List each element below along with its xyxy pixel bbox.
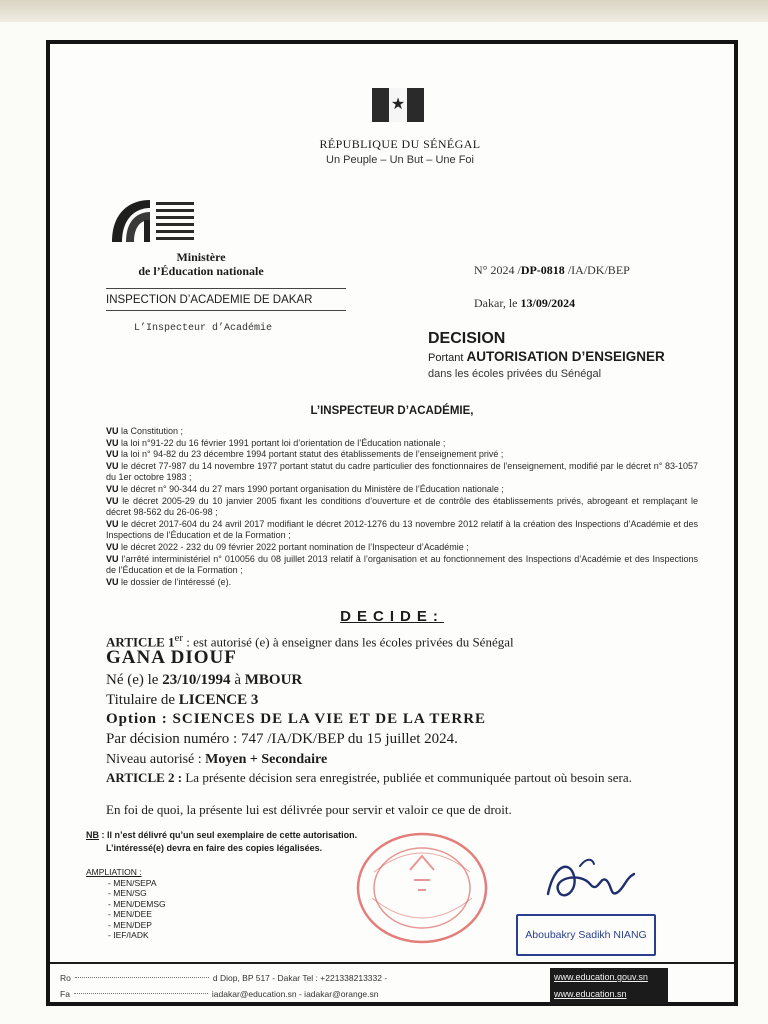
ampliation-item: - IEF/IADK [108, 930, 166, 941]
footer [50, 962, 734, 1006]
ministry-line-1: Ministère [176, 250, 226, 264]
vu-item [106, 554, 698, 577]
nb-line-2: L’intéressé(e) devra en faire des copies légalisées. [106, 843, 323, 853]
redaction-dots [74, 993, 208, 994]
level-info [106, 752, 696, 768]
ministry-name [106, 250, 296, 278]
decision-portant: Portant [428, 352, 467, 364]
niveau-value: Moyen + Secondaire [205, 752, 328, 767]
option-info [106, 711, 696, 727]
inspector-sign-label: L’Inspecteur d’Académie [134, 323, 273, 334]
vu-label: VU [106, 437, 119, 448]
divider [106, 288, 346, 289]
vu-label: VU [106, 541, 119, 552]
vu-label: VU [106, 495, 119, 506]
birth-date: 23/10/1994 [162, 672, 231, 688]
decision-subject: AUTORISATION D’ENSEIGNER [466, 349, 665, 364]
birth-info [106, 672, 696, 688]
footer-line-1-prefix: Ro [60, 973, 71, 983]
place-prefix: Dakar, le [474, 296, 521, 310]
article-1-sup: er [174, 632, 183, 644]
scan-top-band [0, 0, 768, 22]
vu-text: le décret 77-987 du 14 novembre 1977 portant statut du cadre particulier des fonctionnaires de l’enseignement, modifié par le décret n° 83-1057 du 1er octobre 1983 ; [106, 460, 698, 483]
ampliation-item: - MEN/DEP [108, 920, 166, 931]
footer-emails: iadakar@education.sn - iadakar@orange.sn [211, 989, 379, 999]
reference-code: DP-0818 [520, 263, 565, 277]
ampliation-heading: AMPLIATION : [86, 867, 142, 877]
official-stamp-icon [352, 828, 492, 948]
decide-heading: DECIDE: [340, 608, 444, 625]
vu-label: VU [106, 449, 119, 460]
website-link[interactable]: www.education.gouv.sn [554, 972, 648, 982]
vu-item [106, 461, 698, 484]
option-value: SCIENCES DE LA VIE ET DE LA TERRE [167, 711, 487, 727]
vu-label: VU [106, 460, 119, 471]
document-sheet [0, 22, 768, 1024]
vu-text: le décret 2017-604 du 24 avril 2017 modifiant le décret 2012-1276 du 13 novembre 2012 relatif à la création des Inspections d’Académie et des Inspections de l’Éducation et de la Formation ; [106, 518, 698, 541]
vu-text: le décret n° 90-344 du 27 mars 1990 portant organisation du Ministère de l’Éducation nationale ; [118, 483, 504, 494]
vu-text: l’arrêté interministériel n° 010056 du 08 juillet 2013 relatif à l’organisation et au fonctionnement des Inspections d’Académie et des Inspections de l’Éducation et de la Formation ; [106, 553, 698, 576]
inspector-heading: L’INSPECTEUR D’ACADÉMIE, [310, 405, 474, 417]
vu-text: le dossier de l’intéressé (e). [118, 576, 232, 587]
vu-text: la Constitution ; [118, 426, 184, 436]
closing-formula: En foi de quoi, la présente lui est délivrée pour servir et valoir ce que de droit. [106, 802, 512, 817]
reference-suffix: /IA/DK/BEP [564, 263, 630, 277]
nb-label: NB [86, 830, 99, 840]
decision-scope: dans les écoles privées du Sénégal [428, 368, 602, 380]
article-2-label: ARTICLE 2 : [106, 770, 183, 785]
footer-websites [550, 968, 668, 1004]
diploma-info [106, 692, 696, 708]
article-1-text: : est autorisé (e) à enseigner dans les écoles privées du Sénégal [182, 634, 514, 650]
niveau-prefix: Niveau autorisé : [106, 752, 206, 767]
footer-contact [60, 970, 480, 1002]
person-name: GANA DIOUF [106, 647, 237, 668]
signatory-name: Aboubakry Sadikh NIANG [525, 929, 647, 941]
footer-line-2-prefix: Fa [60, 989, 70, 999]
ampliation-item: - MEN/SEPA [108, 878, 166, 889]
vu-label: VU [106, 553, 119, 564]
vu-item [106, 496, 698, 519]
vu-list [106, 426, 698, 588]
born-prefix: Né (e) le [106, 672, 163, 688]
vu-label: VU [106, 426, 119, 436]
born-mid: à [230, 672, 245, 688]
vu-text: la loi n°91-22 du 16 février 1991 portant loi d’orientation de l’Éducation nationale ; [118, 437, 446, 448]
document-date: 13/09/2024 [520, 296, 576, 310]
website-link[interactable]: www.education.sn [554, 989, 627, 999]
ampliation-list [86, 867, 166, 941]
decision-reference: Par décision numéro : 747 /IA/DK/BEP du 15 juillet 2024. [106, 731, 458, 747]
diploma-value: LICENCE 3 [178, 692, 259, 708]
vu-item [106, 542, 698, 554]
footer-address: d Diop, BP 517 - Dakar Tel : +221338213332 - [212, 973, 388, 983]
senegal-flag-icon: ★ [372, 88, 424, 122]
inspection-name: INSPECTION D’ACADEMIE DE DAKAR [106, 294, 313, 306]
article-2 [106, 770, 696, 786]
decision-subject-line [428, 349, 665, 364]
reference-prefix: N° 2024 / [474, 263, 521, 277]
republic-name: RÉPUBLIQUE DU SÉNÉGAL [319, 137, 481, 151]
ministry-line-2: de l’Éducation nationale [138, 264, 264, 278]
vu-text: le décret 2005-29 du 10 janvier 2005 fixant les conditions d’ouverture et de contrôle des établissements privés, abrogeant et remplaçant le décret 98-562 du 26-06-98 ; [106, 495, 698, 518]
vu-label: VU [106, 576, 119, 587]
ministry-logo-icon [108, 198, 198, 246]
vu-item [106, 484, 698, 496]
vu-item [106, 449, 698, 461]
vu-label: VU [106, 518, 119, 529]
ampliation-item: - MEN/SG [108, 888, 166, 899]
nb-line-1: : Il n’est délivré qu’un seul exemplaire de cette autorisation. [99, 830, 358, 840]
article-2-text: La présente décision sera enregistrée, publiée et communiquée partout où besoin sera. [182, 770, 632, 785]
vu-label: VU [106, 483, 119, 494]
redaction-dots [75, 977, 209, 978]
vu-text: le décret 2022 - 232 du 09 février 2022 portant nomination de l’Inspecteur d’Académie ; [118, 541, 469, 552]
document-frame [46, 40, 738, 1006]
option-label: Option : [106, 711, 168, 727]
reference-number [474, 263, 630, 278]
national-motto: Un Peuple – Un But – Une Foi [326, 154, 474, 166]
divider [106, 310, 346, 311]
place-date [474, 296, 575, 311]
signatory-stamp [516, 914, 656, 956]
vu-item [106, 577, 698, 589]
decision-title: DECISION [428, 330, 506, 347]
titulaire-prefix: Titulaire de [106, 692, 179, 708]
handwritten-signature [540, 854, 640, 912]
ampliation-item: - MEN/DEMSG [108, 899, 166, 910]
ampliation-item: - MEN/DEE [108, 909, 166, 920]
birth-place: MBOUR [244, 672, 303, 688]
vu-text: la loi n° 94-82 du 23 décembre 1994 portant statut des établissements de l’enseignement privé ; [118, 449, 504, 460]
article-1-label: ARTICLE 1 [106, 634, 175, 650]
vu-item [106, 519, 698, 542]
vu-item [106, 438, 698, 450]
vu-item [106, 426, 698, 438]
